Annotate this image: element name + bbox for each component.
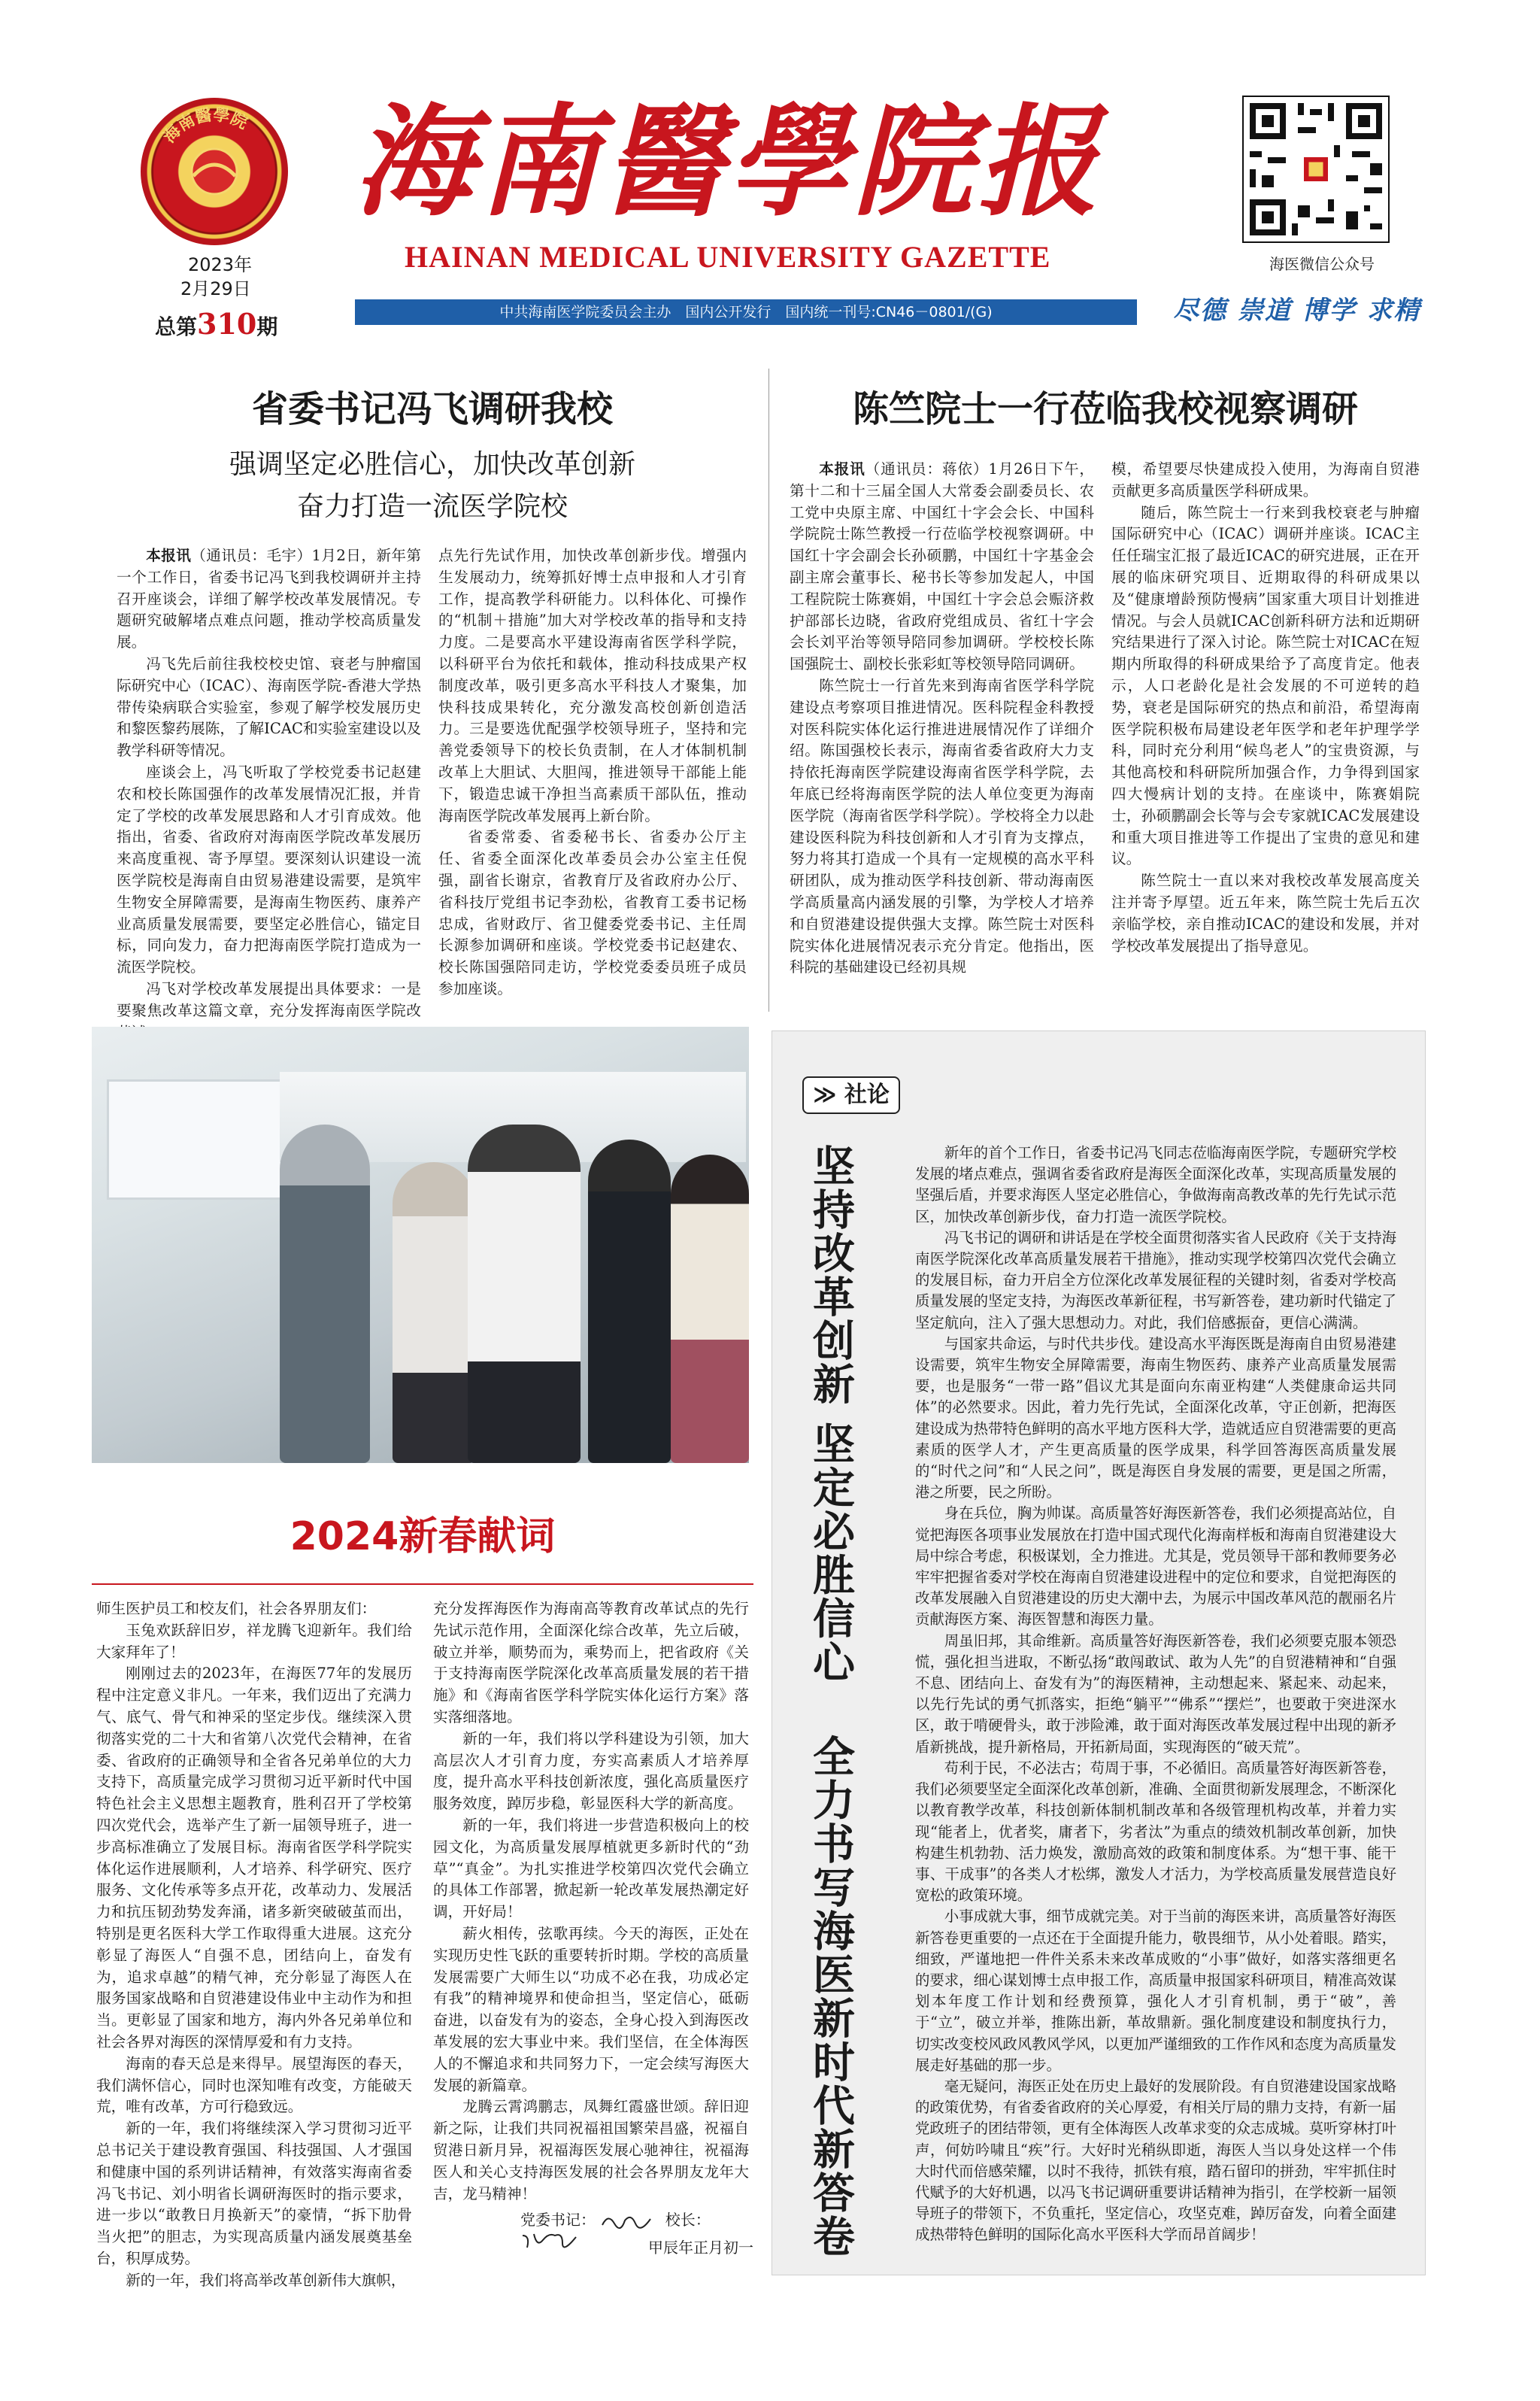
tag-mark: ≫ <box>813 1082 844 1108</box>
article-column-left <box>96 1598 412 2289</box>
article-column-right <box>438 545 747 1004</box>
editorial-tag <box>802 1076 900 1114</box>
photo-wall-screen <box>107 1079 287 1200</box>
photo-person <box>280 1125 370 1463</box>
svg-text:海南醫學院 <box>159 105 250 147</box>
paragraph: 新的一年，我们将继续深入学习贯彻习近平总书记关于建设教育强国、科技强国、人才强国和健康中国的系列讲话精神，有效落实海南省委冯飞书记、刘小明省长调研海医时的指示要求，进一步以“敢教日月换新天”的豪情，“拆下肋骨当火把”的胆志，为实现高质量内涵发展奠基垒台，积厚成势。 <box>96 2120 412 2267</box>
photo-person <box>468 1125 581 1463</box>
issue-date-year: 2023年 <box>188 254 253 275</box>
article-academician-visit <box>790 380 1421 1012</box>
paragraph: 海南的春天总是来得早。展望海医的春天，我们满怀信心，同时也深知唯有改变，方能破天荒，唯有改革，方可行稳致远。 <box>96 2054 412 2116</box>
article-subtitle-1: 强调坚定必胜信心，加快改革创新 <box>229 449 635 480</box>
paragraph: 新的一年，我们将进一步营造积极向上的校园文化，为高质量发展厚植就更多新时代的“劲草”“真金”。为扎实推进学校第四次党代会确立的具体工作部署，掀起新一轮改革发展热潮定好调，开好局！ <box>433 1816 749 1921</box>
photo-person <box>671 1155 749 1463</box>
article-headline: 2024新春献词 <box>290 1514 556 1559</box>
paragraph: 充分发挥海医作为海南高等教育改革试点的先行先试示范作用，全面深化综合改革，先立后破，破立并举，顺势而为，乘势而上，把省政府《关于支持海南医学院深化改革高质量发展的若干措施》和《海南省医学科学院实体化运行方案》落实落细落地。 <box>433 1600 749 1726</box>
paragraph: 小事成就大事，细节成就完美。对于当前的海医来讲，高质量答好海医新答卷更重要的一点还在于全面提升能力，敬畏细节，从小处着眼。踏实，细致，严谨地把一件件关系未来改革成败的“小事”做好，如落实落细更名的要求，细心谋划博士点申报工作，高质量申报国家科研项目，精准高效谋划本年度工作计划和经费预算，强化人才引育机制，勇于“破”，善于“立”，破立并举，推陈出新，革故鼎新。强化制度建设和制度执行力，切实改变校风政风教风学风，以更加严谨细致的工作作风和态度为高质量发展走好基础的那一步。 <box>915 1908 1396 2074</box>
newspaper-english-title: HAINAN MEDICAL UNIVERSITY GAZETTE <box>405 240 1051 274</box>
column-divider <box>768 369 769 1012</box>
article-headline: 省委书记冯飞调研我校 <box>251 388 613 430</box>
masthead <box>0 0 1540 350</box>
lead-source: （通讯员：毛宇） <box>191 547 312 564</box>
header-bar <box>355 299 1137 325</box>
paragraph: 新的一年，我们将以学科建设为引领，加大高层次人才引育力度，夯实高素质人才培养厚度，提升高水平科技创新浓度，强化高质量医疗服务效度，踔厉步稳，彰显医科大学的新高度。 <box>433 1729 749 1813</box>
paragraph: 冯飞书记的调研和讲话是在学校全面贯彻落实省人民政府《关于支持海南医学院深化改革高质量发展若干措施》，推动实现学校第四次党代会确立的发展目标，奋力开启全方位深化改革发展征程的关键时刻，省委对学校高质量发展的坚定支持，为海医改革新征程，书写新答卷，建功新时代锚定了坚定航向，注入了强大思想动力。对此，我们倍感振奋，更信心满满。 <box>915 1228 1396 1331</box>
paragraph: 苟利于民，不必法古；苟周于事，不必循旧。高质量答好海医新答卷，我们必须要坚定全面深化改革创新，准确、全面贯彻新发展理念，不断深化以教育教学改革，科技创新体制机制改革和各级管理机构改革，并着力实现“能者上，优者奖，庸者下，劣者汰”为重点的绩效机制改革创新，加快构建生机勃勃、活力焕发，激励高效的政策和制度体系。为“想干事、能干事、干成事”的各类人才松绑，激发人才活力，为学校高质量发展营造良好宽松的政策环境。 <box>915 1759 1396 1905</box>
paragraph: 薪火相传，弦歌再续。今天的海医，正处在实现历史性飞跃的重要转折时期。学校的高质量发展需要广大师生以“功成不必在我，功成必定有我”的精神境界和使命担当，坚定信心，砥砺奋进，以奋发有为的姿态，全身心投入到海医改革发展的宏大事业中来。我们坚信，在全体海医人的不懈追求和共同努力下，一定会续写海医大发展的新篇章。 <box>433 1924 749 2094</box>
editorial-body <box>915 1143 1396 2263</box>
paragraph: 冯飞先后前往我校校史馆、衰老与肿瘤国际研究中心（ICAC）、海南医学院-香港大学热带传染病联合实验室，参观了解学校发展历史和黎医黎药展陈，了解ICAC和实验室建设以及教学科研等情况。 <box>117 654 421 760</box>
university-logo <box>141 98 288 245</box>
photo-person <box>393 1162 475 1463</box>
lead-source: （通讯员：蒋依） <box>865 460 989 478</box>
issue-suffix: 期 <box>256 314 278 339</box>
editorial-tag-label: 社论 <box>844 1082 890 1108</box>
issue-number: 310 <box>197 307 257 341</box>
article-headline: 陈竺院士一行莅临我校视察调研 <box>852 388 1358 430</box>
logo-lettering: 海南醫學院 <box>159 105 251 147</box>
paragraph: 龙腾云霄鸿鹏志，凤舞红霞盛世颂。辞旧迎新之际，让我们共同祝福祖国繁荣昌盛，祝福自贸港日新月异，祝福海医发展心驰神往，祝福海医人和关心支持海医发展的社会各界朋友龙年大吉，龙马精神！ <box>433 2098 749 2202</box>
issue-number-block <box>155 307 277 341</box>
paragraph: 冯飞对学校改革发展提出具体要求：一是要聚焦改革这篇文章，充分发挥海南医学院改 <box>117 979 421 1019</box>
article-governor-visit <box>117 380 748 1019</box>
paragraph: 座谈会上，冯飞听取了学校党委书记赵建农和校长陈国强作的改革发展情况汇报，并肯定了学校的改革发展思路和人才引育成效。他指出，省委、省政府对海南医学院改革发展历来高度重视、寄予厚望。要深刻认识建设一流医学院校是海南自由贸易港建设需要，是筑牢生物安全屏障需要，是海南生物医药、康养产业高质量发展需要，要坚定必胜信心，锚定目标，同向发力，奋力把海南医学院打造成为一流医学院校。 <box>117 763 421 976</box>
paragraph: 陈竺院士一行首先来到海南省医学科学院建设点考察项目推进情况。医科院程金科教授对医科院实体化运行推进进展情况作了详细介绍。陈国强校长表示，海南省委省政府大力支持依托海南医学院建设海南省医学科学院，去年底已经将海南医学院的法人单位变更为海南医学院（海南省医学科学院）。学校将全力以赴建设医科院为科技创新和人才引育为支撑点，努力将其打造成一个具有一定规模的高水平科研团队，成为推动医学科技创新、带动海南医学高质量高内涵发展的引擎，为学校人才培养和自贸港建设提供强大支撑。陈竺院士对医科院实体化进展情况表示充分肯定。他指出，医科院的基础建设已经初具规 <box>790 676 1094 976</box>
paragraph: 刚刚过去的2023年，在海医77年的发展历程中注定意义非凡。一年来，我们迈出了充满力气、底气、骨气和神采的坚定步伐。继续深入贯彻落实党的二十大和省第八次党代会精神，在省委、省政府的正确领导和全省各兄弟单位的大力支持下，高质量完成学习贯彻习近平新时代中国特色社会主义思想主题教育，胜利召开了学校第四次党代会，选举产生了新一届领导班子，进一步高标准确立了发展目标。海南省医学科学院实体化运作进展顺利，人才培养、科学研究、医疗服务、文化传承等多点开花，改革动力、发展活力和抗压韧劲势发奔涌，诸多新突破破茧而出，特别是更名医科大学工作取得重大进展。这充分彰显了海医人“自强不息，团结向上，奋发有为，追求卓越”的精气神，充分彰显了海医人在服务国家战略和自贸港建设伟业中主动作为和担当。更彰显了国家和地方，海内外各兄弟单位和社会各界对海医的深情厚爱和有力支持。 <box>96 1665 412 2050</box>
qr-caption: 海医微信公众号 <box>1269 255 1375 273</box>
paragraph: 新的一年，我们将高举改革创新伟大旗帜， <box>126 2271 406 2289</box>
paragraph: 点先行先试作用，加快改革创新步伐。增强内生发展动力，统筹抓好博士点申报和人才引育工作，提高教学科研能力。以科体化、可操作的“机制＋措施”加大对学校改革的指导和支持力度。二是要高水平建设海南省医学科学院，以科研平台为依托和载体，推动科技成果产权制度改革，吸引更多高水平科技人才聚集，加快科技成果转化，充分激发高校创新创造活力。三是要选优配强学校领导班子，坚持和完善党委领导下的校长负责制，在人才体制机制改革上大胆试、大胆闯，推进领导干部能上能下，锻造忠诚干净担当高素质干部队伍，推动海南医学院改革发展再上新台阶。 <box>438 547 747 824</box>
newspaper-title: 海南醫學院报 <box>353 91 1103 232</box>
signature-date: 甲辰年正月初一 <box>648 2239 753 2257</box>
paragraph: 随后，陈竺院士一行来到我校衰老与肿瘤国际研究中心（ICAC）调研并座谈。ICAC主任任瑞宝汇报了最近ICAC的研究进展，正在开展的临床研究项目、近期取得的科研成果以及“健康增龄预防慢病”国家重大项目计划推进情况。与会人员就ICAC创新科研方法和近期研究结果进行了深入讨论。陈竺院士对ICAC在短期内所取得的科研成果给予了高度肯定。他表示，人口老龄化是社会发展的不可逆转的趋势，衰老是国际研究的热点和前沿，希望海南医学院积极布局建设老年医学和老年护理学学科，同时充分利用“候鸟老人”的宝贵资源，与其他高校和科研院所加强合作，力争得到国家四大慢病计划的支持。在座谈中，陈赛娟院士，孙硕鹏副会长等与会专家就ICAC发展建设和重大项目推进等工作提出了宝贵的意见和建议。 <box>1111 503 1420 868</box>
paragraph: 1月2日，新年第一个工作日，省委书记冯飞到我校调研并主持召开座谈会，详细了解学校改革发展情况。专题研究破解堵点难点问题，推动学校高质量发展。 <box>117 547 422 651</box>
paragraph: 省委常委、省委秘书长、省委办公厅主任、省委全面深化改革委员会办公室主任倪强，副省长谢京，省教育厅及省政府办公厅、省科技厅党组书记李劲松，省教育工委书记杨忠成，省财政厅、省卫健委党委书记、主任周长源参加调研和座谈。学校党委书记赵建农、校长陈国强陪同走访，学校党委委员班子成员参加座谈。 <box>438 828 747 997</box>
secretary-signature <box>600 2211 653 2231</box>
publisher-info: 中共海南医学院委员会主办 国内公开发行 国内统一刊号:CN46－0801/(G) <box>499 304 993 320</box>
editorial-headline-b: 全力书写海医新时代新答卷 <box>806 1735 855 2258</box>
news-photo <box>92 1027 749 1463</box>
paragraph: 身在兵位，胸为帅谋。高质量答好海医新答卷，我们必须提高站位，自觉把海医各项事业发展放在打造中国式现代化海南样板和海南自贸港建设大局中综合考虑，积极谋划，全力推进。尤其是，党员领导干部和教师要务必牢牢把握省委对学校在海南自贸港建设进程中的定位和要求，自觉把海医的改革发展融入自贸港建设的历史大潮中去，为展示中国改革风范的靓丽名片贡献海医方案、海医智慧和海医力量。 <box>915 1504 1396 1628</box>
lead-label: 本报讯 <box>819 460 865 478</box>
president-label: 校长： <box>665 2211 711 2229</box>
editorial-box <box>772 1031 1426 2275</box>
article-column-left <box>117 545 422 1019</box>
paragraph: 周虽旧邦，其命维新。高质量答好海医新答卷，我们必须要克服本领恐慌，强化担当进取，不断弘扬“敢闯敢试、敢为人先”的自贸港精神和“自强不息、团结向上、奋发有为”的海医精神，主动想起来、紧起来、动起来，以先行先试的勇气抓落实，拒绝“躺平”“佛系”“摆烂”，也要敢于突进深水区，敢于啃硬骨头，敢于涉险滩，敢于面对海医改革发展过程中出现的新矛盾新挑战，提升新格局，开拓新局面，实现海医的“破天荒”。 <box>915 1632 1396 1756</box>
paragraph: 与国家共命运，与时代共步伐。建设高水平海医既是海南自由贸易港建设需要，筑牢生物安全屏障需要，海南生物医药、康养产业高质量发展需要，也是服务“一带一路”倡议尤其是面向东南亚构建“人类健康命运共同体”的必然要求。因此，着力先行先试，全面深化改革，守正创新，把海医建设成为热带特色鲜明的高水平地方医科大学，造就适应自贸港需要的更高素质的医学人才，产生更高质量的医学成果，科学回答海医高质量发展的“时代之问”和“人民之问”，既是海医自身发展的需要，更是国之所需，港之所要，民之所盼。 <box>915 1334 1396 1501</box>
university-motto: 尽德 崇道 博学 求精 <box>1173 296 1421 326</box>
photo-person <box>588 1140 671 1463</box>
article-column-right <box>433 1598 749 2200</box>
article-subtitle-2: 奋力打造一流医学院校 <box>296 491 568 522</box>
issue-prefix: 总第 <box>155 314 198 339</box>
issue-date-day: 2月29日 <box>180 278 251 299</box>
article-new-year-message <box>92 1467 753 2289</box>
paragraph: 1月26日下午，第十二和十三届全国人大常委会副委员长、农工党中央原主席、中国红十字会会长、中国科学院院士陈竺教授一行莅临学校视察调研。中国红十字会副会长孙硕鹏，中国红十字基金会副主席会董事长、秘书长等参加发起人，中国工程院院士陈赛娟，中国红十字会总会赈济救护部部长边晓，省政府党组成员、省红十字会会长刘平治等领导陪同参加调研。学校校长陈国强院士、副校长张彩虹等校领导陪同调研。 <box>790 460 1095 673</box>
paragraph: 师生医护员工和校友们，社会各界朋友们： <box>96 1600 377 1617</box>
president-signature <box>520 2231 581 2251</box>
paragraph: 玉兔欢跃辞旧岁，祥龙腾飞迎新年。我们给大家拜年了！ <box>96 1621 412 1661</box>
editorial-headline-a: 坚持改革创新 坚定必胜信心 <box>806 1144 855 1684</box>
paragraph: 模，希望要尽快建成投入使用，为海南自贸港贡献更多高质量医学科研成果。 <box>1111 460 1420 499</box>
wechat-qr-code <box>1242 96 1390 243</box>
article-column-right <box>1111 459 1420 1004</box>
title-rule <box>92 1583 753 1585</box>
article-column-left <box>790 459 1094 1004</box>
paragraph: 陈竺院士一直以来对我校改革发展高度关注并寄予厚望。近五年来，陈竺院士先后五次亲临学校，亲自推动ICAC的建设和发展，并对学校改革发展提出了指导意见。 <box>1111 872 1420 955</box>
lead-label: 本报讯 <box>146 547 192 564</box>
paragraph: 毫无疑问，海医正处在历史上最好的发展阶段。有自贸港建设国家战略的政策优势，有省委省政府的关心厚爱，有相关厅局的鼎力支持，有新一届党政班子的团结带领，更有全体海医人改革求变的众志成城。莫听穿林打叶声，何妨吟啸且“疾”行。大好时光稍纵即逝，海医人当以身处这样一个伟大时代而倍感荣耀，以时不我待，抓铁有痕，踏石留印的拼劲，牢牢抓住时代赋予的大好机遇，以冯飞书记调研重要讲话精神为指引，在学校新一届领导班子的带领下，不负重托，坚定信心，攻坚克难，踔厉奋发，向着全面建成热带特色鲜明的国际化高水平医科大学而昂首阔步！ <box>915 2077 1396 2244</box>
secretary-label: 党委书记： <box>520 2211 596 2229</box>
paragraph: 新年的首个工作日，省委书记冯飞同志莅临海南医学院，专题研究学校发展的堵点难点，强调省委省政府是海医全面深化改革，实现高质量发展的坚强后盾，并要求海医人坚定必胜信心，争做海南高教改革的先行先试示范区，加快改革创新步伐，奋力打造一流医学院校。 <box>915 1144 1396 1225</box>
